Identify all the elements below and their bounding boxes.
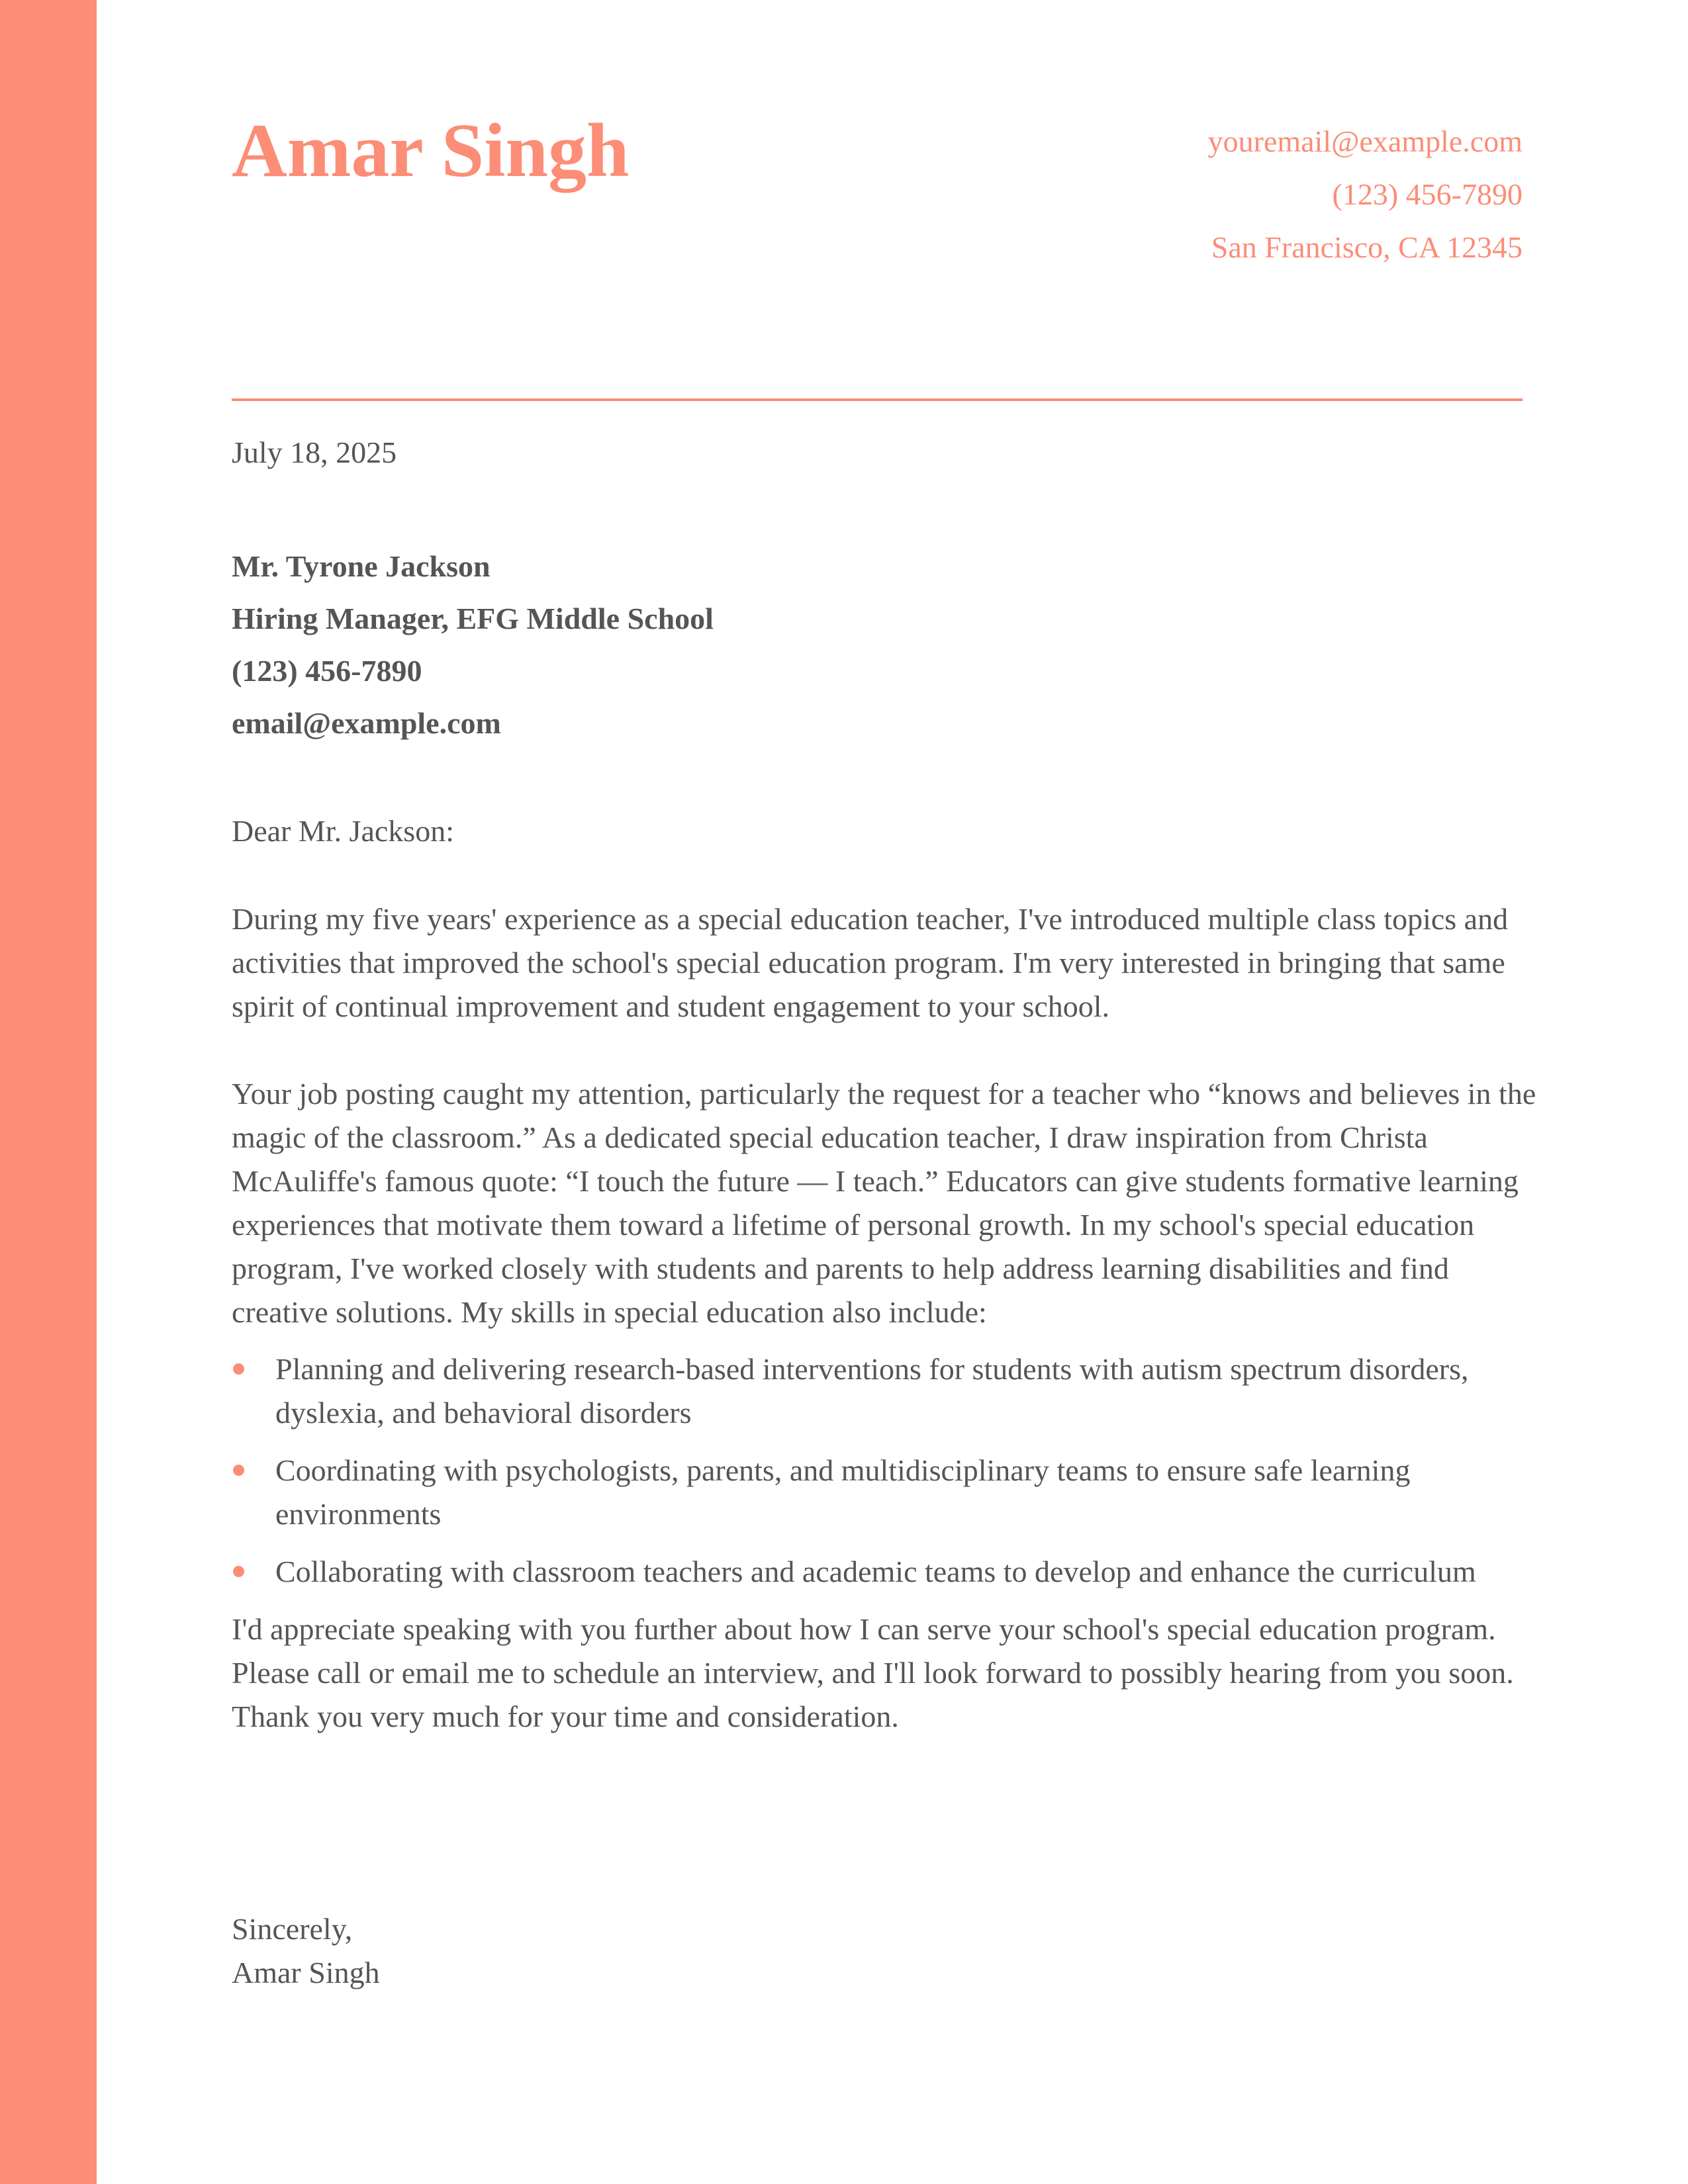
bullet-dot-icon bbox=[233, 1566, 244, 1577]
salutation: Dear Mr. Jackson: bbox=[232, 814, 454, 848]
sender-name: Amar Singh bbox=[232, 109, 630, 193]
header-divider bbox=[232, 398, 1523, 401]
body-paragraph-intro: During my five years' experience as a special education teacher, I've introduced multiple class topics and activities that improved the school's special education program. I'm very interested in bringing that same spirit of continual improvement and student engagement to your school. bbox=[232, 902, 1509, 1023]
accent-sidebar-stripe bbox=[0, 0, 97, 2184]
letter-header bbox=[232, 106, 1523, 298]
skills-list bbox=[232, 1347, 1546, 1594]
sender-contact-block bbox=[1208, 115, 1523, 274]
sender-location: San Francisco, CA 12345 bbox=[1211, 230, 1523, 264]
cover-letter-page bbox=[232, 0, 1536, 2184]
letter-date: July 18, 2025 bbox=[232, 435, 397, 469]
bullet-dot-icon bbox=[233, 1363, 244, 1375]
recipient-block bbox=[232, 540, 714, 749]
body-paragraph-motivation: Your job posting caught my attention, particularly the request for a teacher who “knows and believes in the magic of the classroom.” As a dedicated special education teacher, I draw inspiration from Christa McAuliffe's famous quote: “I touch the future — I teach.” Educators can give students formative learning experiences that motivate them toward a lifetime of personal growth. In my school's special education program, I've worked closely with students and parents to help address learning disabilities and find creative solutions. My skills in special education also include: bbox=[232, 1077, 1536, 1329]
skill-text: Collaborating with classroom teachers and academic teams to develop and enhance the curriculum bbox=[275, 1555, 1476, 1588]
recipient-title: Hiring Manager, EFG Middle School bbox=[232, 602, 714, 635]
sender-email: youremail@example.com bbox=[1207, 124, 1523, 158]
recipient-email: email@example.com bbox=[232, 706, 501, 740]
letter-body bbox=[232, 897, 1546, 1782]
list-item bbox=[232, 1550, 1546, 1594]
bullet-dot-icon bbox=[233, 1465, 244, 1476]
skill-text: Coordinating with psychologists, parents, and multidisciplinary teams to ensure safe learning environments bbox=[275, 1453, 1411, 1531]
sender-phone: (123) 456-7890 bbox=[1332, 177, 1523, 211]
recipient-name: Mr. Tyrone Jackson bbox=[232, 549, 491, 583]
signature-name: Amar Singh bbox=[232, 1956, 380, 1989]
recipient-phone: (123) 456-7890 bbox=[232, 654, 422, 688]
list-item bbox=[232, 1347, 1546, 1435]
signoff: Sincerely, bbox=[232, 1912, 353, 1946]
list-item bbox=[232, 1449, 1546, 1536]
letter-closing bbox=[232, 1907, 380, 1995]
skill-text: Planning and delivering research-based interventions for students with autism spectrum disorders, dyslexia, and behavioral disorders bbox=[275, 1352, 1469, 1430]
body-paragraph-closing: I'd appreciate speaking with you further about how I can serve your school's special education program. Please call or email me to schedule an interview, and I'll look forward to possibly hearing from you soon. Thank you very much for your time and consideration. bbox=[232, 1612, 1514, 1733]
